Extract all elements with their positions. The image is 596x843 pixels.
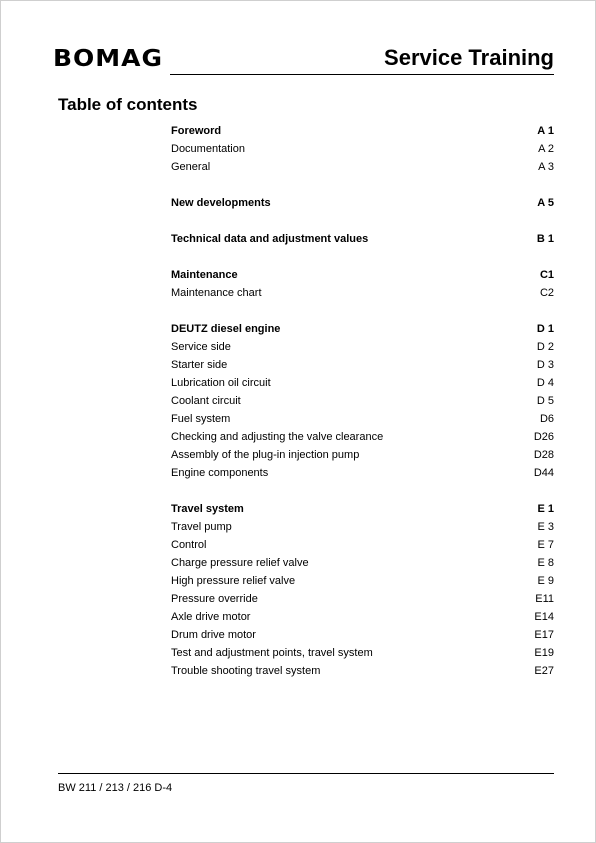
toc-entry <box>171 446 554 464</box>
toc-entry <box>171 374 554 392</box>
toc-entry-page: B 1 <box>536 233 554 245</box>
toc-entry-page: D 1 <box>536 323 554 335</box>
toc-entry-page: D28 <box>533 449 554 461</box>
toc-entry <box>171 644 554 662</box>
toc-entry <box>171 590 554 608</box>
toc-heading: Table of contents <box>58 95 198 114</box>
toc-entry-page: C1 <box>539 269 554 281</box>
toc-entry-page: A 3 <box>538 161 554 173</box>
toc-group-spacer <box>171 248 554 266</box>
toc-entry <box>171 140 554 158</box>
toc-entry-page: D 3 <box>536 359 554 371</box>
footer-model: BW 211 / 213 / 216 D-4 <box>58 782 173 794</box>
toc-entry-label: Engine components <box>171 467 269 479</box>
toc-entry <box>171 626 554 644</box>
toc-entry-label: Charge pressure relief valve <box>171 557 309 569</box>
toc-entry-page: E14 <box>534 611 554 623</box>
toc-entry-label: Axle drive motor <box>171 611 251 623</box>
toc-entry-page: E11 <box>535 593 554 605</box>
toc-entry <box>171 356 554 374</box>
header-title: Service Training <box>384 45 554 70</box>
toc-entry <box>171 392 554 410</box>
toc-entry-label: General <box>171 161 211 173</box>
toc-entry-page: E 3 <box>537 521 554 533</box>
toc-entry-label: Assembly of the plug-in injection pump <box>171 449 360 461</box>
toc-entry <box>171 464 554 482</box>
toc-entry-label: Travel system <box>171 503 244 515</box>
toc-entry-label: Travel pump <box>171 521 232 533</box>
toc-entry-label: Drum drive motor <box>171 629 256 641</box>
toc-entry <box>171 284 554 302</box>
toc-entry-label: High pressure relief valve <box>171 575 296 587</box>
toc-entry-label: Technical data and adjustment values <box>171 233 369 245</box>
toc-entry-page: D44 <box>533 467 554 479</box>
toc-entry-label: Control <box>171 539 207 551</box>
toc-entry <box>171 608 554 626</box>
toc-entry <box>171 572 554 590</box>
toc-entry-label: Test and adjustment points, travel system <box>171 647 373 659</box>
toc-entry-label: Lubrication oil circuit <box>171 377 271 389</box>
toc-entry <box>171 518 554 536</box>
toc-entry-page: E19 <box>534 647 554 659</box>
toc-section-entry <box>171 230 554 248</box>
bomag-logo: BOMAG <box>53 45 164 72</box>
toc-section-entry <box>171 320 554 338</box>
toc-group-spacer <box>171 302 554 320</box>
toc-entry-page: E17 <box>534 629 554 641</box>
toc-entry-label: Fuel system <box>171 413 231 425</box>
toc-entry-label: Maintenance chart <box>171 287 262 299</box>
toc-entry-label: DEUTZ diesel engine <box>171 323 281 335</box>
toc-entry-page: E 8 <box>537 557 554 569</box>
toc-entry <box>171 410 554 428</box>
toc-entry-label: Starter side <box>171 359 228 371</box>
toc-entry-page: D6 <box>539 413 554 425</box>
toc-section-entry <box>171 500 554 518</box>
toc-group-spacer <box>171 212 554 230</box>
toc-entry-page: A 1 <box>537 125 554 137</box>
toc-entry <box>171 338 554 356</box>
toc-entry <box>171 428 554 446</box>
toc-entry-label: Trouble shooting travel system <box>171 665 321 677</box>
toc-entry-page: D 4 <box>536 377 554 389</box>
toc-entry <box>171 536 554 554</box>
toc-entry-page: E27 <box>534 665 554 677</box>
toc-entry-page: C2 <box>539 287 554 299</box>
toc-entry <box>171 158 554 176</box>
toc-entry-label: Coolant circuit <box>171 395 241 407</box>
toc-entry-label: Checking and adjusting the valve clearance <box>171 431 384 443</box>
toc-entry-page: D 5 <box>536 395 554 407</box>
toc-entry-label: Maintenance <box>171 269 238 281</box>
toc-entry-label: Foreword <box>171 125 222 137</box>
toc-entry <box>171 662 554 680</box>
toc-section-entry <box>171 122 554 140</box>
toc-entry <box>171 554 554 572</box>
toc-section-entry <box>171 194 554 212</box>
toc-entry-page: D26 <box>533 431 554 443</box>
header-divider <box>170 74 554 75</box>
table-of-contents <box>171 122 554 680</box>
toc-entry-label: New developments <box>171 197 271 209</box>
toc-entry-label: Service side <box>171 341 231 353</box>
toc-group-spacer <box>171 176 554 194</box>
footer-divider <box>58 773 554 774</box>
toc-entry-page: E 7 <box>537 539 554 551</box>
toc-group-spacer <box>171 482 554 500</box>
toc-section-entry <box>171 266 554 284</box>
toc-entry-page: A 5 <box>537 197 554 209</box>
toc-entry-page: A 2 <box>538 143 554 155</box>
toc-entry-page: E 1 <box>537 503 554 515</box>
toc-entry-label: Documentation <box>171 143 245 155</box>
toc-entry-label: Pressure override <box>171 593 258 605</box>
toc-entry-page: E 9 <box>537 575 554 587</box>
toc-entry-page: D 2 <box>536 341 554 353</box>
